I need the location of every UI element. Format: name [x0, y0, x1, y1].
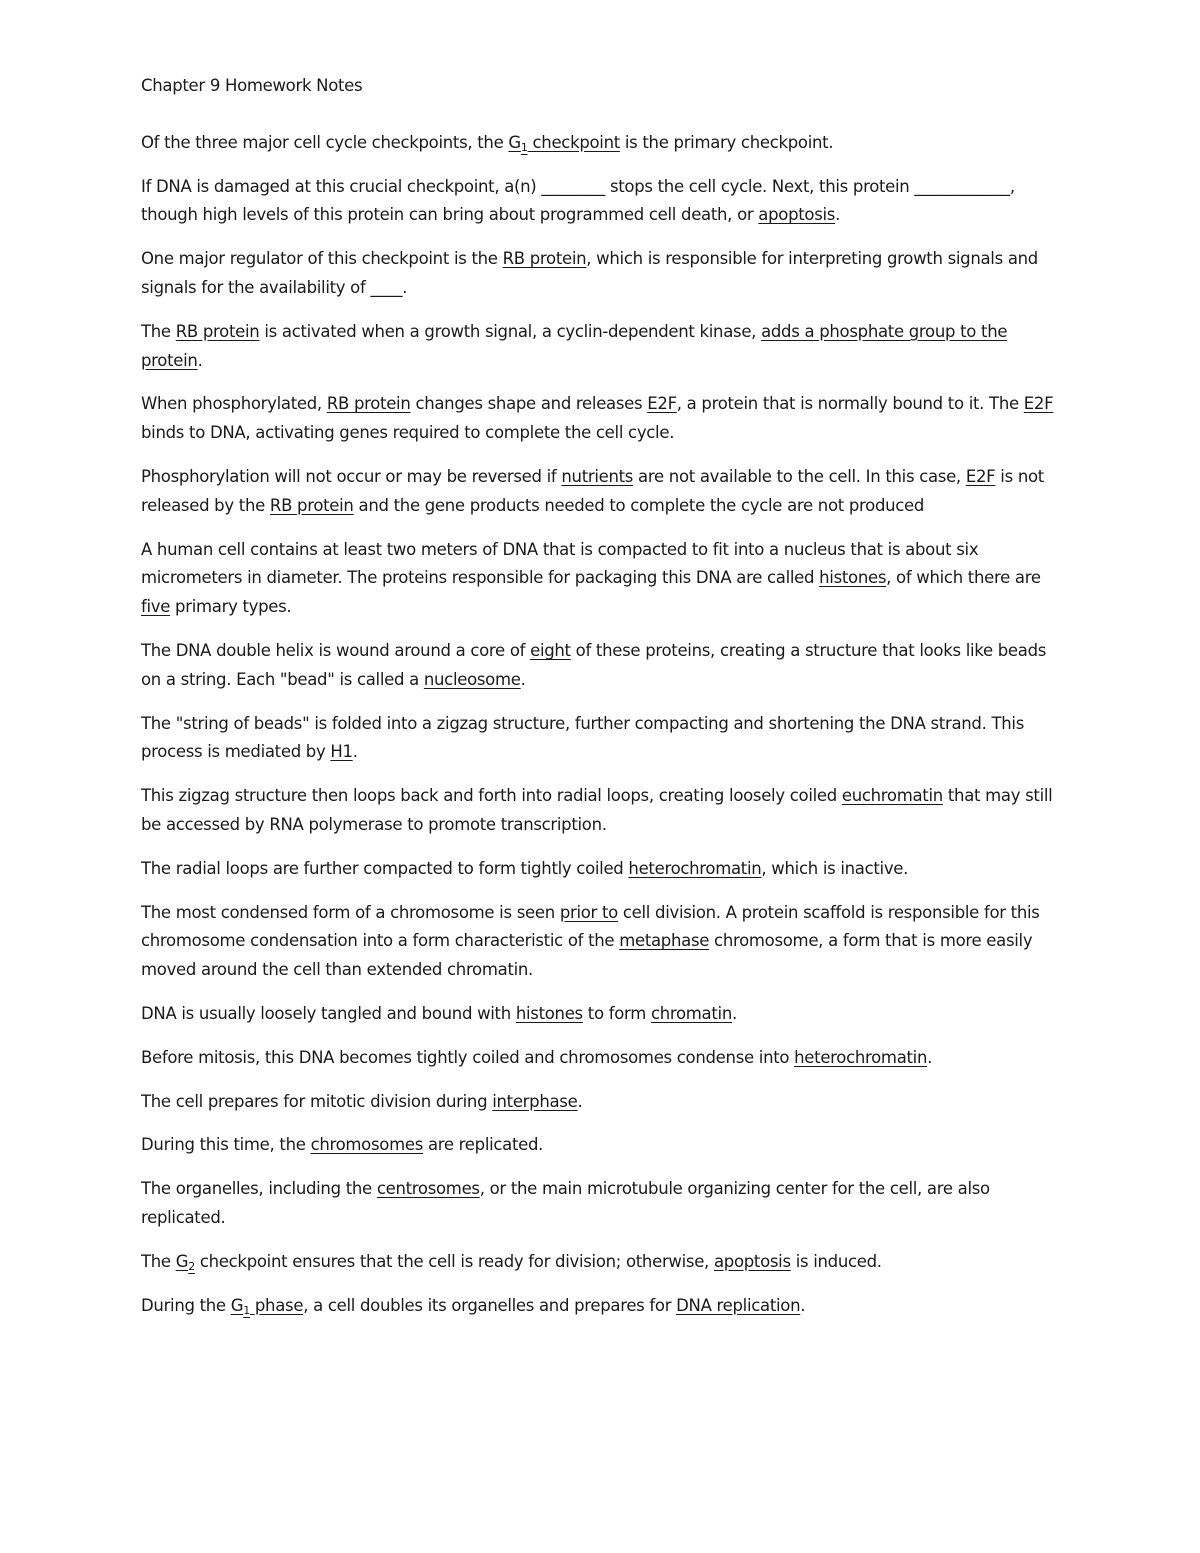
text-run: DNA is usually loosely tangled and bound with	[141, 1003, 516, 1023]
text-run: The most condensed form of a chromosome is seen	[141, 902, 560, 922]
page-title: Chapter 9 Homework Notes	[141, 76, 363, 95]
note-paragraph	[141, 1088, 1066, 1117]
underlined-term: histones	[515, 1003, 583, 1023]
text-run: .	[800, 1295, 806, 1315]
underlined-term: 2	[188, 1259, 195, 1273]
underlined-term: heterochromatin	[628, 858, 762, 878]
underlined-term: prior to	[559, 902, 618, 922]
underlined-term: G	[175, 1251, 189, 1271]
text-run: , a protein that is normally bound to it. The	[676, 394, 1024, 414]
text-run: are not available to the cell. In this case,	[633, 466, 966, 486]
underlined-term: E2F	[1023, 394, 1054, 414]
underlined-term: 1	[243, 1303, 250, 1317]
text-run: If DNA is damaged at this crucial checkpoint, a(n)	[141, 176, 542, 196]
text-run: are replicated.	[423, 1135, 544, 1155]
underlined-term: RB protein	[502, 249, 587, 269]
underlined-term: centrosomes	[376, 1179, 480, 1199]
text-run: , which is inactive.	[761, 858, 909, 878]
text-run: The cell prepares for mitotic division during	[141, 1091, 493, 1111]
text-run: This zigzag structure then loops back and forth into radial loops, creating loosely coiled	[141, 786, 842, 806]
text-run: , a cell doubles its organelles and prepares for	[303, 1295, 677, 1315]
text-run: , which is responsible for interpreting growth signals and signals for the availability of	[141, 249, 1038, 297]
underlined-term: phase	[249, 1295, 304, 1315]
note-paragraph	[141, 1131, 1066, 1160]
underlined-term: five	[141, 597, 171, 617]
text-run: that may still be accessed by RNA polymerase to promote transcription.	[141, 786, 1053, 834]
text-run: .	[197, 350, 203, 370]
underlined-term: histones	[819, 568, 887, 588]
underlined-term: nutrients	[561, 466, 634, 486]
text-run: is induced.	[790, 1251, 882, 1271]
text-run: to form	[582, 1003, 651, 1023]
text-run: primary types.	[170, 597, 292, 617]
underlined-term: euchromatin	[841, 786, 943, 806]
text-run: The "string of beads" is folded into a zigzag structure, further compacting and shortening the DNA strand. This process is mediated by	[141, 713, 1025, 762]
note-paragraph	[141, 1292, 1066, 1321]
text-run: .	[577, 1091, 583, 1111]
text-run: The	[141, 321, 176, 341]
answer-blank: ____	[370, 277, 403, 297]
underlined-term: DNA replication	[676, 1295, 801, 1315]
text-run: .	[402, 277, 408, 297]
underlined-term: metaphase	[619, 931, 710, 951]
text-run: changes shape and releases	[410, 394, 648, 414]
underlined-term: apoptosis	[758, 205, 836, 225]
note-paragraph	[141, 1175, 1066, 1233]
text-run: A human cell contains at least two meters of DNA that is compacted to fit into a nucleus that is about six micrometers in diameter. The proteins responsible for packaging this DNA are called	[141, 539, 979, 588]
text-run: and the gene products needed to complete the cycle are not produced	[353, 495, 925, 515]
note-paragraph	[141, 1044, 1066, 1073]
underlined-term: G	[230, 1295, 244, 1315]
text-run: The organelles, including the	[141, 1179, 377, 1199]
underlined-term: G	[508, 132, 521, 152]
underlined-term: 1	[520, 140, 528, 154]
note-paragraph	[141, 782, 1066, 840]
text-run: The radial loops are further compacted to form tightly coiled	[141, 858, 629, 878]
answer-blank: ________	[541, 176, 606, 196]
text-run: of these proteins, creating a structure that looks like beads on a string. Each "bead" is called a	[141, 640, 1047, 689]
underlined-term: checkpoint	[527, 132, 620, 152]
underlined-term: RB protein	[326, 394, 411, 414]
text-run: chromosome, a form that is more easily moved around the cell than extended chromatin.	[141, 931, 1033, 980]
underlined-term: chromatin	[650, 1003, 732, 1023]
underlined-term: E2F	[965, 466, 996, 486]
note-paragraph	[141, 1248, 1066, 1277]
text-run: , of which there are	[886, 568, 1041, 588]
text-run: is activated when a growth signal, a cyclin-dependent kinase,	[259, 321, 762, 341]
underlined-term: RB protein	[269, 495, 354, 515]
underlined-term: interphase	[492, 1091, 578, 1111]
text-run: , though high levels of this protein can bring about programmed cell death, or	[141, 176, 1015, 225]
text-run: .	[520, 669, 526, 689]
notes-paragraphs	[141, 129, 1066, 1321]
note-paragraph	[141, 637, 1066, 695]
answer-blank: ____________	[914, 176, 1010, 196]
text-run: is the primary checkpoint.	[619, 132, 834, 152]
text-run: .	[352, 742, 358, 762]
text-run: .	[927, 1047, 933, 1067]
note-paragraph	[141, 463, 1066, 521]
text-run: stops the cell cycle. Next, this protein	[605, 176, 915, 196]
underlined-term: adds a phosphate group to the protein	[141, 321, 1008, 370]
underlined-term: nucleosome	[423, 669, 521, 689]
text-run: One major regulator of this checkpoint is the	[141, 249, 503, 269]
text-run: During this time, the	[141, 1135, 311, 1155]
underlined-term: E2F	[647, 394, 677, 414]
text-run: The DNA double helix is wound around a core of	[141, 640, 531, 660]
underlined-term: eight	[530, 640, 571, 660]
note-paragraph	[141, 129, 1066, 158]
note-paragraph	[141, 710, 1066, 768]
text-run: cell division. A protein scaffold is responsible for this chromosome condensation into a form characteristic of the	[141, 902, 1040, 951]
text-run: is not released by the	[141, 466, 1044, 515]
underlined-term: apoptosis	[713, 1251, 791, 1271]
text-run: The	[141, 1251, 176, 1271]
note-paragraph	[141, 390, 1066, 448]
text-run: Before mitosis, this DNA becomes tightly coiled and chromosomes condense into	[141, 1047, 795, 1067]
note-paragraph	[141, 855, 1066, 884]
note-paragraph	[141, 1000, 1066, 1029]
underlined-term: RB protein	[175, 321, 260, 341]
text-run: binds to DNA, activating genes required to complete the cell cycle.	[141, 423, 675, 443]
text-run: Of the three major cell cycle checkpoints, the	[141, 132, 509, 152]
text-run: When phosphorylated,	[141, 394, 327, 414]
document-body	[141, 72, 1066, 1335]
text-run: Phosphorylation will not occur or may be reversed if	[141, 466, 562, 486]
underlined-term: heterochromatin	[794, 1047, 928, 1067]
text-run: checkpoint ensures that the cell is ready for division; otherwise,	[194, 1251, 714, 1271]
note-paragraph	[141, 245, 1066, 303]
note-paragraph	[141, 173, 1066, 231]
underlined-term: chromosomes	[310, 1135, 423, 1155]
text-run: , or the main microtubule organizing center for the cell, are also replicated.	[141, 1179, 990, 1227]
text-run: During the	[141, 1295, 231, 1315]
text-run: .	[835, 205, 841, 225]
text-run: .	[731, 1003, 737, 1023]
note-paragraph	[141, 899, 1066, 985]
note-paragraph	[141, 318, 1066, 376]
note-paragraph	[141, 536, 1066, 622]
underlined-term: H1	[330, 742, 353, 762]
